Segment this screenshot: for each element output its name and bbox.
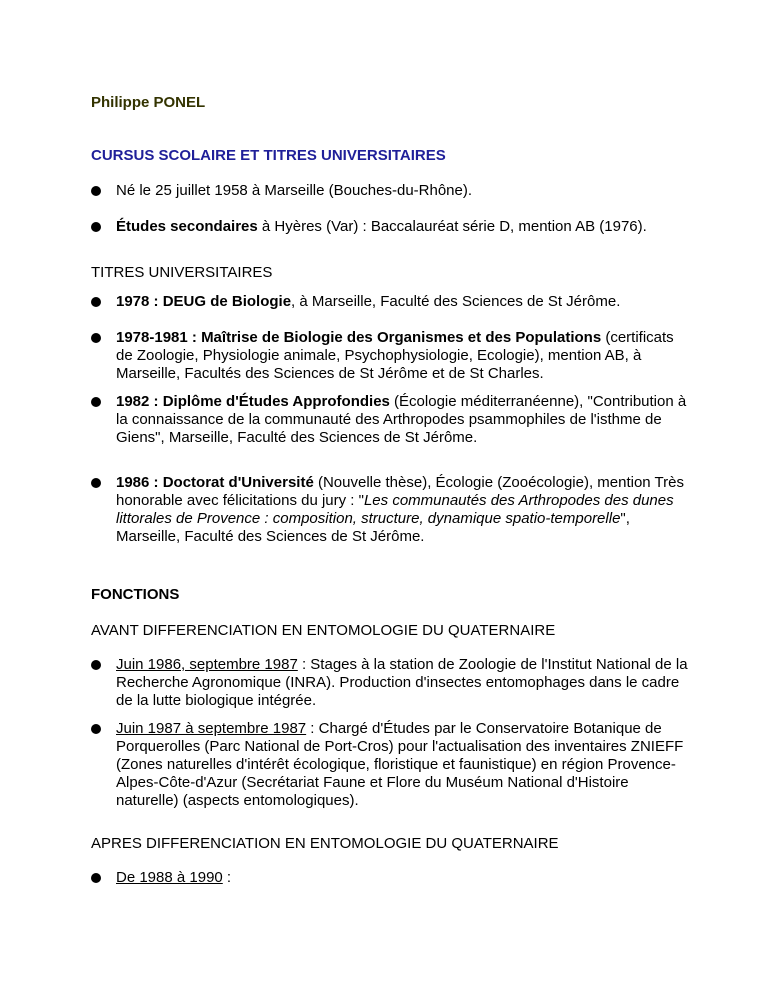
item-text: (Écologie méditerranéenne), "Contribution à la connaissance de la communauté des Arthropodes psammophiles de l'isthme de Giens", Marseille, Faculté des Sciences de St Jérôme.: [116, 393, 687, 446]
bullet-icon: [91, 186, 101, 196]
bullet-icon: [91, 660, 101, 670]
fonctions-heading: FONCTIONS: [91, 586, 180, 603]
bullet-icon: [91, 297, 101, 307]
bullet-icon: [91, 333, 101, 343]
list-item-text: [116, 720, 691, 810]
cursus-heading: CURSUS SCOLAIRE ET TITRES UNIVERSITAIRES: [91, 147, 446, 164]
item-text: (Nouvelle thèse), Écologie (Zooécologie), mention Très honorable avec félicitations du jury : ": [116, 474, 684, 509]
list-item: [91, 218, 691, 236]
bullet-icon: [91, 873, 101, 883]
list-item: [91, 474, 691, 546]
list-item: [91, 869, 691, 887]
item-text: à Hyères (Var) : Baccalauréat série D, mention AB (1976).: [257, 218, 647, 235]
author-name: Philippe PONEL: [91, 94, 206, 111]
list-item: [91, 656, 691, 710]
list-item-text: [116, 393, 691, 447]
item-bold-text: 1978-1981 : Maîtrise de Biologie des Organismes et des Populations: [116, 329, 602, 346]
avant-heading: AVANT DIFFERENCIATION EN ENTOMOLOGIE DU QUATERNAIRE: [91, 622, 556, 639]
item-text: (certificats de Zoologie, Physiologie animale, Psychophysiologie, Ecologie), mention AB, à Marseille, Facultés des Sciences de St Jérôme et de St Charles.: [116, 329, 674, 382]
bullet-icon: [91, 724, 101, 734]
item-text: : Stages à la station de Zoologie de l'Institut National de la Recherche Agronomique (INRA). Production d'insectes entomophages dans le cadre de la lutte biologique intégrée.: [116, 656, 688, 709]
item-bold-text: 1986 : Doctorat d'Université: [116, 474, 314, 491]
item-text: ", Marseille, Faculté des Sciences de St Jérôme.: [116, 510, 630, 545]
list-item-text: [116, 329, 691, 383]
item-text: , à Marseille, Faculté des Sciences de St Jérôme.: [291, 293, 621, 310]
item-date: Juin 1986, septembre 1987: [116, 656, 298, 673]
thesis-title: Les communautés des Arthropodes des dunes littorales de Provence : composition, structure, dynamique spatio-temporelle: [116, 492, 674, 527]
list-item-text: [116, 474, 691, 546]
list-item-text: [116, 656, 691, 710]
item-date: Juin 1987 à septembre 1987: [116, 720, 307, 737]
item-date: De 1988 à 1990: [116, 869, 223, 886]
list-item: [91, 182, 691, 200]
bullet-icon: [91, 397, 101, 407]
item-bold-text: 1978 : DEUG de Biologie: [116, 293, 292, 310]
item-bold-text: Études secondaires: [116, 218, 258, 235]
apres-heading: APRES DIFFERENCIATION EN ENTOMOLOGIE DU QUATERNAIRE: [91, 835, 559, 852]
item-text: Né le 25 juillet 1958 à Marseille (Bouches-du-Rhône).: [116, 182, 473, 199]
bullet-icon: [91, 478, 101, 488]
bullet-icon: [91, 222, 101, 232]
list-item: [91, 329, 691, 383]
item-bold-text: 1982 : Diplôme d'Études Approfondies: [116, 393, 390, 410]
list-item: [91, 293, 691, 311]
item-text: : Chargé d'Études par le Conservatoire Botanique de Porquerolles (Parc National de Port-Cros) pour l'actualisation des inventaires ZNIEFF (Zones naturelles d'intérêt écologique, floristique et faunistique) en région Provence-Alpes-Côte-d'Azur (Secrétariat Faune et Flore du Muséum National d'Histoire naturelle) (aspects entomologiques).: [116, 720, 684, 809]
titres-heading: TITRES UNIVERSITAIRES: [91, 264, 273, 281]
item-text: :: [222, 869, 232, 886]
list-item-text: [116, 869, 691, 887]
list-item: [91, 720, 691, 810]
list-item-text: [116, 293, 691, 311]
list-item: [91, 393, 691, 447]
list-item-text: [116, 182, 691, 200]
list-item-text: [116, 218, 691, 236]
